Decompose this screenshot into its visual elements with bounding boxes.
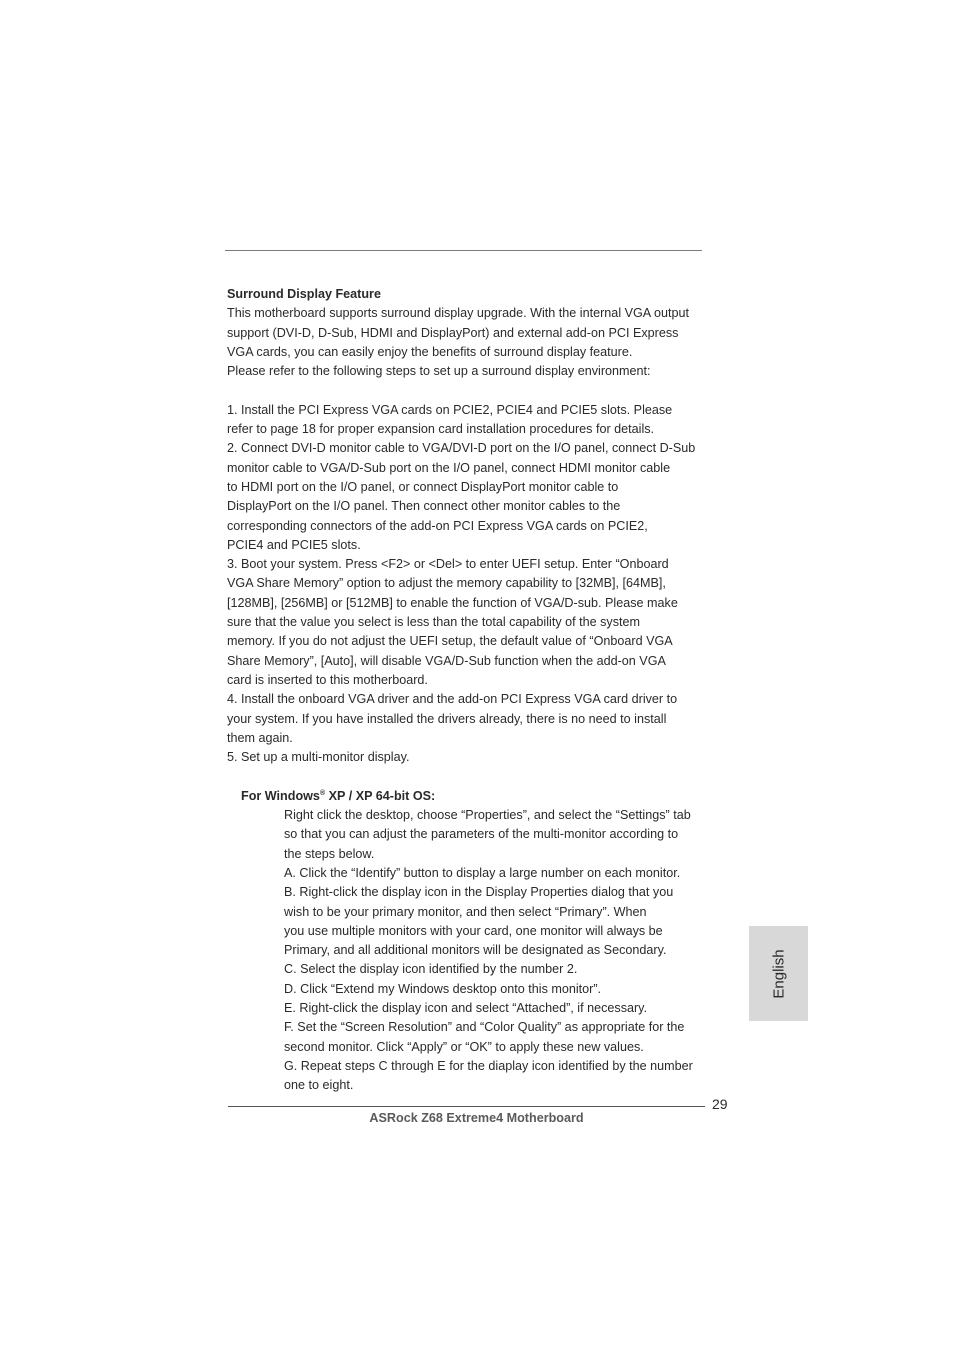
page-content [227,285,707,1095]
step-4 [227,690,707,748]
header-divider [225,250,702,251]
footer-product-name: ASRock Z68 Extreme4 Motherboard [369,1111,584,1125]
substep-line: D. Click “Extend my Windows desktop onto this monitor”. [284,981,602,996]
spacer [227,381,707,400]
registered-mark: ® [319,789,326,797]
step-line: refer to page 18 for proper expansion card installation procedures for details. [227,422,655,437]
substep-c [284,960,707,979]
language-tab [749,926,808,1021]
substep-d [284,980,707,999]
windows-os-heading [241,787,707,806]
step-line: [128MB], [256MB] or [512MB] to enable the function of VGA/D-sub. Please make [227,595,678,610]
substep-line: Primary, and all additional monitors will be designated as Secondary. [284,943,667,958]
step-line: monitor cable to VGA/D-Sub port on the I/O panel, connect HDMI monitor cable [227,460,671,475]
step-line: Share Memory”, [Auto], will disable VGA/D-Sub function when the add-on VGA [227,653,666,668]
step-line: 5. Set up a multi-monitor display. [227,750,410,765]
step-line: DisplayPort on the I/O panel. Then connect other monitor cables to the [227,499,621,514]
step-line: to HDMI port on the I/O panel, or connect DisplayPort monitor cable to [227,479,619,494]
substep-line: wish to be your primary monitor, and then select “Primary”. When [284,904,647,919]
step-3 [227,555,707,690]
page-number: 29 [712,1096,728,1112]
substep-line: B. Right-click the display icon in the Display Properties dialog that you [284,885,674,900]
step-line: them again. [227,730,293,745]
substep-line: you use multiple monitors with your card, one monitor will always be [284,923,663,938]
step-line: VGA Share Memory” option to adjust the memory capability to [32MB], [64MB], [227,576,666,591]
os-intro-line: the steps below. [284,846,375,861]
intro-line: This motherboard supports surround display upgrade. With the internal VGA output [227,306,690,321]
substep-line: G. Repeat steps C through E for the diaplay icon identified by the number [284,1058,693,1073]
substep-line: one to eight. [284,1078,354,1093]
step-line: 2. Connect DVI-D monitor cable to VGA/DVI-D port on the I/O panel, connect D-Sub [227,441,696,456]
step-line: 4. Install the onboard VGA driver and the add-on PCI Express VGA card driver to [227,692,678,707]
section-heading: Surround Display Feature [227,287,381,301]
language-tab-label: English [770,948,787,999]
substep-line: F. Set the “Screen Resolution” and “Color Quality” as appropriate for the [284,1020,685,1035]
step-5 [227,748,707,767]
substep-b [284,883,707,960]
intro-line: Please refer to the following steps to set up a surround display environment: [227,364,651,379]
step-line: PCIE4 and PCIE5 slots. [227,537,361,552]
step-line: corresponding connectors of the add-on PCI Express VGA cards on PCIE2, [227,518,648,533]
substep-line: A. Click the “Identify” button to display a large number on each monitor. [284,865,681,880]
os-heading-prefix: For Windows [241,788,320,803]
step-line: card is inserted to this motherboard. [227,672,428,687]
substep-line: C. Select the display icon identified by the number 2. [284,962,578,977]
step-line: your system. If you have installed the drivers already, there is no need to install [227,711,667,726]
substep-a [284,864,707,883]
step-line: 1. Install the PCI Express VGA cards on PCIE2, PCIE4 and PCIE5 slots. Please [227,402,673,417]
step-2 [227,439,707,555]
os-intro-line: Right click the desktop, choose “Properties”, and select the “Settings” tab [284,808,691,823]
substep-e [284,999,707,1018]
substep-g [284,1057,707,1096]
windows-instructions [284,806,707,1095]
intro-line: support (DVI-D, D-Sub, HDMI and DisplayPort) and external add-on PCI Express [227,325,679,340]
step-line: memory. If you do not adjust the UEFI setup, the default value of “Onboard VGA [227,634,673,649]
step-1 [227,401,707,440]
os-heading-suffix: XP / XP 64-bit OS: [325,788,436,803]
footer-divider [228,1106,705,1107]
step-line: sure that the value you select is less than the total capability of the system [227,615,641,630]
step-line: 3. Boot your system. Press <F2> or <Del> to enter UEFI setup. Enter “Onboard [227,557,669,572]
substep-line: second monitor. Click “Apply” or “OK” to apply these new values. [284,1039,644,1054]
substep-line: E. Right-click the display icon and select “Attached”, if necessary. [284,1000,648,1015]
spacer [227,767,707,786]
os-intro-line: so that you can adjust the parameters of the multi-monitor according to [284,827,679,842]
intro-line: VGA cards, you can easily enjoy the benefits of surround display feature. [227,344,633,359]
substep-f [284,1018,707,1057]
